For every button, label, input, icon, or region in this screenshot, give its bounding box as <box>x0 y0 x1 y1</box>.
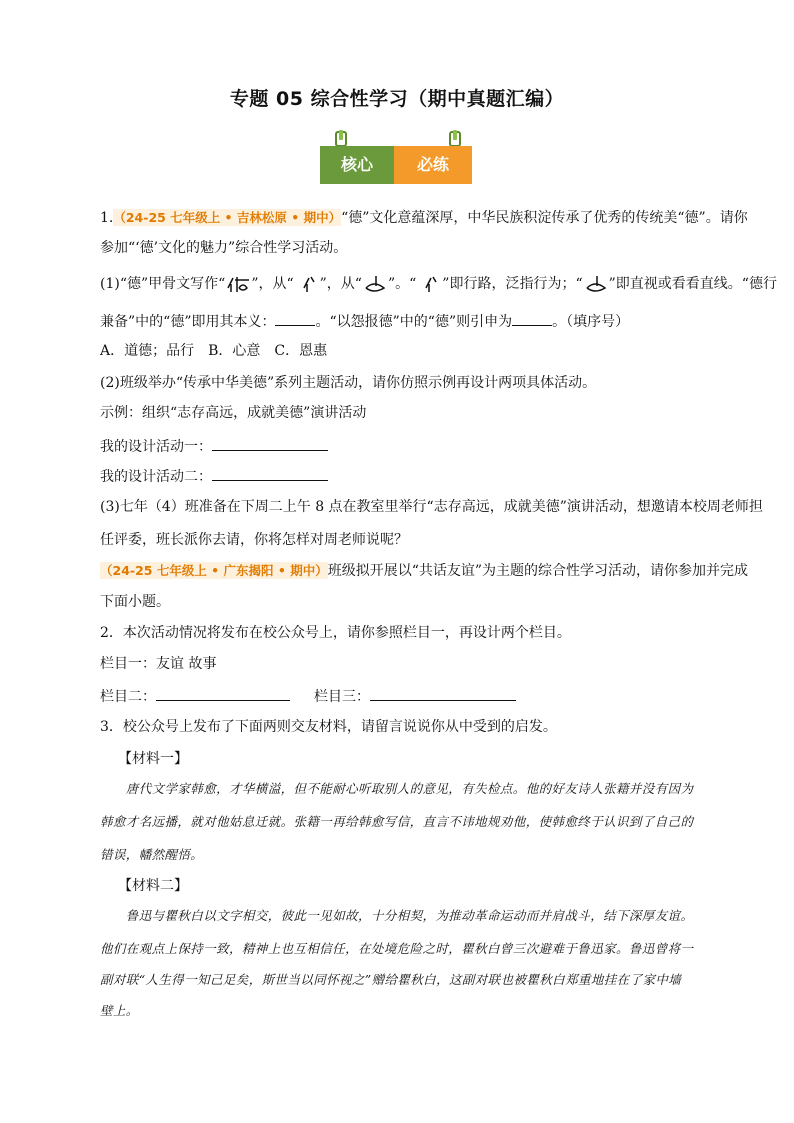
material2-line: 鲁迅与瞿秋白以文字相交，彼此一见如故，十分相契，为推动革命运动而并肩战斗，结下深厚友谊。 <box>100 908 694 923</box>
oracle-zhi-glyph-icon <box>583 274 609 294</box>
q1-options: A．道德；品行 B．心意 C．恩惠 <box>100 343 328 359</box>
material2-line: 他们在观点上保持一致，精神上也互相信任，在处境危险之时，瞿秋白曾三次避难于鲁迅家。鲁迅曾将一 <box>100 941 694 956</box>
q2-columns-2-3: 栏目二： 栏目三： <box>100 686 516 707</box>
q1-design2: 我的设计活动二： <box>100 466 328 487</box>
badge-practice-label: 必练 <box>394 146 472 184</box>
answer-blank[interactable] <box>512 311 552 326</box>
q1-part1-line2: 兼备”中的“德”即用其本义： 。“以怨报德”中的“德”则引申为 。（填序号） <box>100 311 629 332</box>
material2-line: 壁上。 <box>100 1003 139 1018</box>
page-title: 专题 05 综合性学习（期中真题汇编） <box>229 88 565 110</box>
answer-blank[interactable] <box>212 466 328 481</box>
q1-part1-line1: (1)“德”甲骨文写作“ ”，从“ ”，从“ ”。“ ”即行路，泛指行为；“ ”即直视或看看直线。“德行 <box>100 276 777 292</box>
material2-line: 副对联“人生得一知己足矣，斯世当以同怀视之”赠给瞿秋白，这副对联也被瞿秋白郑重地挂在了家中墙 <box>100 972 682 987</box>
oracle-chi-glyph-icon <box>416 274 442 294</box>
q2-shared-intro-cont: 下面小题。 <box>100 594 170 610</box>
answer-blank[interactable] <box>212 436 328 451</box>
q1-design1: 我的设计活动一： <box>100 436 328 457</box>
q1-part3-line1: (3)七年（4）班准备在下周二上午 8 点在教室里举行“志存高远，成就美德”演讲活动，想邀请本校周老师担 <box>100 499 763 515</box>
badge-core-label: 核心 <box>320 146 394 184</box>
q2-column1: 栏目一：友谊 故事 <box>100 656 217 672</box>
answer-blank[interactable] <box>275 311 315 326</box>
answer-blank[interactable] <box>156 686 290 701</box>
q1-number: 1. <box>100 210 114 226</box>
q2-shared-intro: （24-25 七年级上 • 广东揭阳 • 期中）班级拟开展以“共话友谊”为主题的综合性学习活动，请你参加并完成 <box>100 563 749 579</box>
q1-intro-cont: 参加“‘德’文化的魅力”综合性学习活动。 <box>100 240 348 256</box>
material2-title: 【材料二】 <box>118 878 188 894</box>
core-practice-badge <box>320 130 472 186</box>
answer-blank[interactable] <box>370 686 516 701</box>
oracle-chi-glyph-icon <box>294 274 320 294</box>
q1-example: 示例：组织“志存高远，成就美德”演讲活动 <box>100 405 367 421</box>
q3-text: 3．校公众号上发布了下面两则交友材料，请留言说说你从中受到的启发。 <box>100 719 557 735</box>
material1-line: 韩愈才名远播，就对他姑息迁就。张籍一再给韩愈写信，直言不讳地规劝他，使韩愈终于认识到了自己的 <box>100 814 694 829</box>
q2-text: 2．本次活动情况将发布在校公众号上，请你参照栏目一，再设计两个栏目。 <box>100 625 571 641</box>
q1-source-tag: （24-25 七年级上 • 吉林松原 • 期中） <box>113 210 342 225</box>
oracle-de-glyph-icon <box>225 274 251 294</box>
q1-intro <box>100 208 748 228</box>
q1-part3-line2: 任评委，班长派你去请，你将怎样对周老师说呢？ <box>100 532 408 548</box>
q2-source-tag: （24-25 七年级上 • 广东揭阳 • 期中） <box>100 563 328 578</box>
q1-part2: (2)班级举办“传承中华美德”系列主题活动，请你仿照示例再设计两项具体活动。 <box>100 375 597 391</box>
material1-line: 唐代文学家韩愈，才华横溢，但不能耐心听取别人的意见，有失检点。他的好友诗人张籍并没有因为 <box>100 781 694 796</box>
material1-title: 【材料一】 <box>118 751 188 767</box>
oracle-zhi-glyph-icon <box>362 274 388 294</box>
q1-text: “德”文化意蕴深厚，中华民族积淀传承了优秀的传统美“德”。请你 <box>341 210 748 226</box>
material1-line: 错误，幡然醒悟。 <box>100 847 204 862</box>
